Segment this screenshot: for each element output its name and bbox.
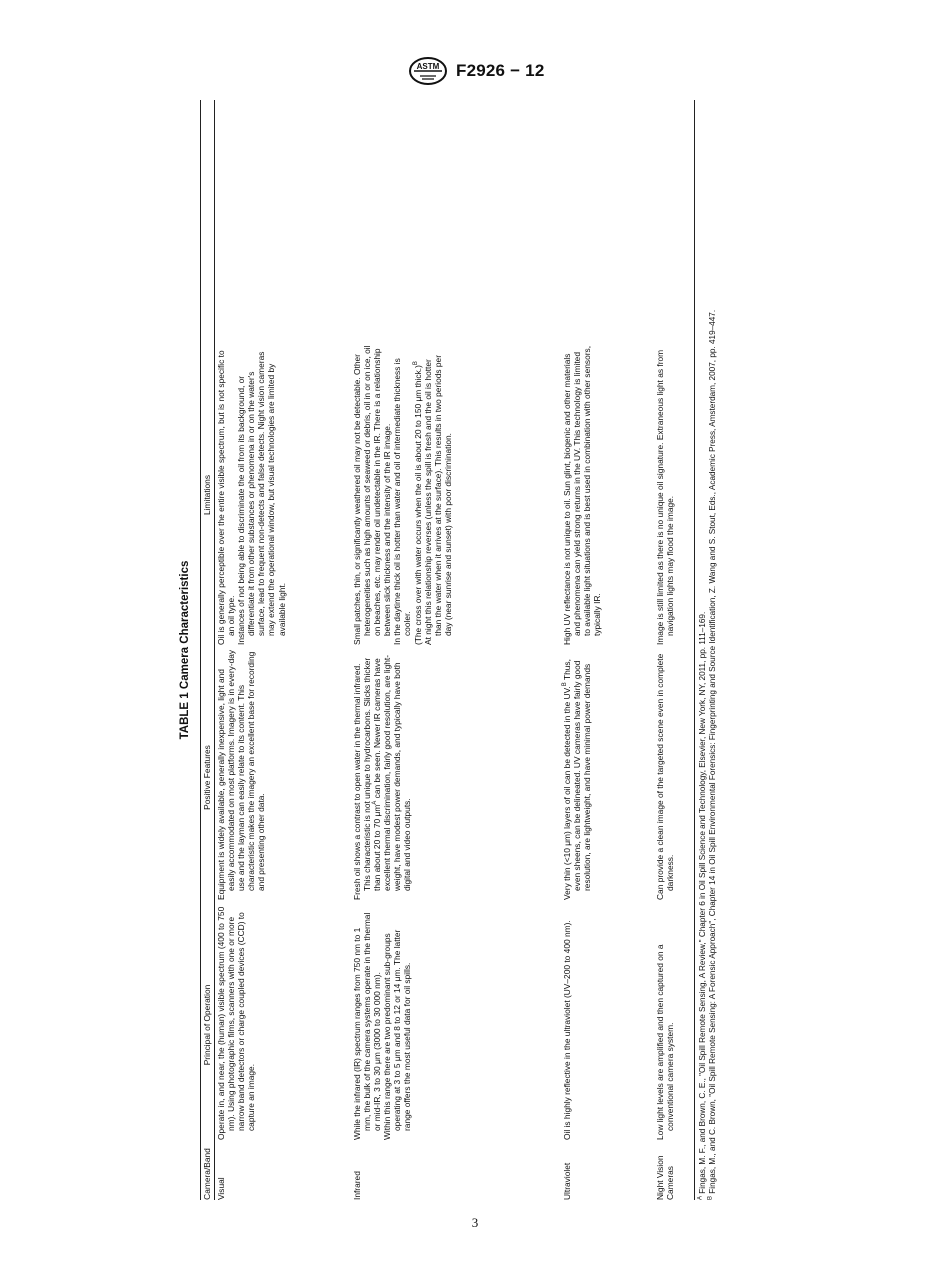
row-night-vision-features: Can provide a clean image of the targeted scene even in complete darkness. <box>655 653 676 900</box>
footnote-ref-b: B <box>412 361 419 366</box>
column-header-limitations: Limitations <box>202 474 212 516</box>
footnotes <box>698 65 718 1200</box>
row-infrared-limitation-4: At night this relationship reverses (unless the spill is fresh and the oil is hotter than the water when it arrives at the surface). This results in two periods per day (near sunrise and sunset) with poor discrimination. <box>422 354 453 645</box>
row-ultraviolet-features-text-b: Thus, even sheens, can be delineated. UV cameras have fairly good resolution, are lightweight, and have minimal power demands <box>562 659 593 891</box>
table-title: TABLE 1 Camera Characteristics <box>179 560 191 740</box>
row-infrared-features-text-b: can be seen. Newer IR cameras have excellent thermal discrimination, fairly good resolution, are light-weight, have modest power demands, and typically have both digital and video outputs. <box>372 654 413 891</box>
row-night-vision-band: Night Vision Cameras <box>655 1155 676 1200</box>
row-night-vision-limitations <box>655 345 675 645</box>
row-infrared-limitation-1: Small patches, thin, or significantly weathered oil may not be detectable. Other heterogeneities such as high amounts of seaweed or debris, oil in or on ice, oil on beaches, etc. may render oil undetectable in the IR. There is a relationship between slick thickness and the intensity of the IR image. <box>352 345 393 645</box>
row-visual-limitations <box>216 345 287 645</box>
row-visual-limitation-2: Instances of not being able to discriminate the oil from its background, or differentiate it from other substances or phenomena in or on the water's surface, lead to frequent non-detects and false detects. Night vision cameras may extend the operational window, but visual technologies are limited by available light. <box>236 351 287 645</box>
row-infrared-limitation-2: In the daytime thick oil is hotter than water and oil of intermediate thickness is cooler. <box>392 358 413 645</box>
row-infrared-features <box>352 646 413 900</box>
row-infrared-principle-1: While the infrared (IR) spectrum ranges from 750 nm to 1 mm, the bulk of the camera systems operate in the thermal or mid-IR, 3 to 30 μm (3000 to 30 000 nm). <box>352 912 383 1140</box>
row-infrared-limitation-3-text: (The cross over with water occurs when the oil is about 20 to 150 μm thick.) <box>412 365 423 645</box>
footnote-a-text: Fingas, M. F., and Brown, C. E., "Oil Spill Remote Sensing, A Review," Chapter 6 in Oil Spill Science and Technology, Elsevier, New York, NY, 2011, pp. 111–169. <box>698 611 707 1196</box>
row-infrared-features-text-a: Fresh oil shows a contrast to open water in the thermal infrared. This characteristic is not unique to hydrocarbons. Slicks thicker than about 20 to 70 μm <box>352 657 383 900</box>
row-ultraviolet-band: Ultraviolet <box>562 1162 572 1200</box>
column-header-camera-band: Camera/Band <box>202 1148 212 1200</box>
row-ultraviolet-principle: Oil is highly reflective in the ultraviolet (UV–200 to 400 nm). <box>562 920 572 1140</box>
footnote-b-text: Fingas, M., and C. Brown, "Oil Spill Remote Sensing: A Forensic Approach", Chapter 14 in Oil Spill Environmental Forensics: Fingerprinting and Source Identification, Z. Wang and S. Stout, Eds., Academic Press, Amsterdam, 2007, pp. 419–447. <box>708 309 717 1196</box>
footnote-a <box>698 65 708 1200</box>
row-infrared-limitation-3 <box>413 345 423 645</box>
rotated-table-region <box>178 65 738 1200</box>
row-infrared-limitations <box>352 345 453 645</box>
row-ultraviolet-features-text-a: Very thin (<10 μm) layers of oil can be detected in the UV. <box>562 686 572 900</box>
row-night-vision-limitation-1: Image is still limited as there is no unique oil signature. Extraneous light as from navigation lights may flood the image. <box>655 349 676 645</box>
row-infrared-principle-2: Within this range there are two predominant sub-groups operating at 3 to 5 μm and 8 to 12 or 14 μm. The latter range offers the most useful data for oil spills. <box>382 929 413 1140</box>
document-designation: F2926 − 12 <box>456 61 545 80</box>
row-ultraviolet-limitations <box>562 345 602 645</box>
footnote-ref-a: A <box>372 800 379 805</box>
column-header-principle: Principal of Operation <box>202 984 212 1066</box>
footnote-ref-b: B <box>562 682 569 687</box>
page-number: 3 <box>471 1215 479 1230</box>
row-visual-limitation-1: Oil is generally perceptible over the entire visible spectrum, but is not specific to an oil type. <box>216 350 237 645</box>
row-infrared-band: Infrared <box>352 1171 362 1200</box>
row-visual-principle: Operate in, and near, the (human) visible spectrum (400 to 750 nm). Using photographic films, scanners with one or more narrow band detectors or charge coupled devices (CCD) to capture an image. <box>216 906 257 1140</box>
row-visual-features: Equipment is widely available, generally inexpensive, light and easily accommodated on most platforms. Imagery is in every-day use and the layman can easily relate to its content. This characteristic makes the imagery an excellent base for recording and presenting other data. <box>216 649 267 900</box>
table-top-rule <box>200 100 201 1200</box>
row-infrared-principle <box>352 910 413 1140</box>
footnote-b-mark: B <box>707 1195 714 1200</box>
row-ultraviolet-features <box>562 646 592 900</box>
row-night-vision-principle: Low light levels are amplified and then captured on a conventional camera system. <box>655 944 676 1140</box>
footnote-a-mark: A <box>697 1195 704 1200</box>
svg-text:ASTM: ASTM <box>416 62 440 71</box>
column-header-positive-features: Positive Features <box>202 745 212 810</box>
row-visual-band: Visual <box>216 1177 226 1200</box>
table-bottom-rule <box>694 100 695 1200</box>
header-bottom-rule <box>214 100 215 1200</box>
row-ultraviolet-limitation-1: High UV reflectance is not unique to oil. Sun glint, biogenic and other materials and phenomena can yield strong returns in the UV. This technology is limited to available light situations and is best used in combination with other sensors, typically IR. <box>562 345 603 645</box>
footnote-b <box>708 65 718 1200</box>
